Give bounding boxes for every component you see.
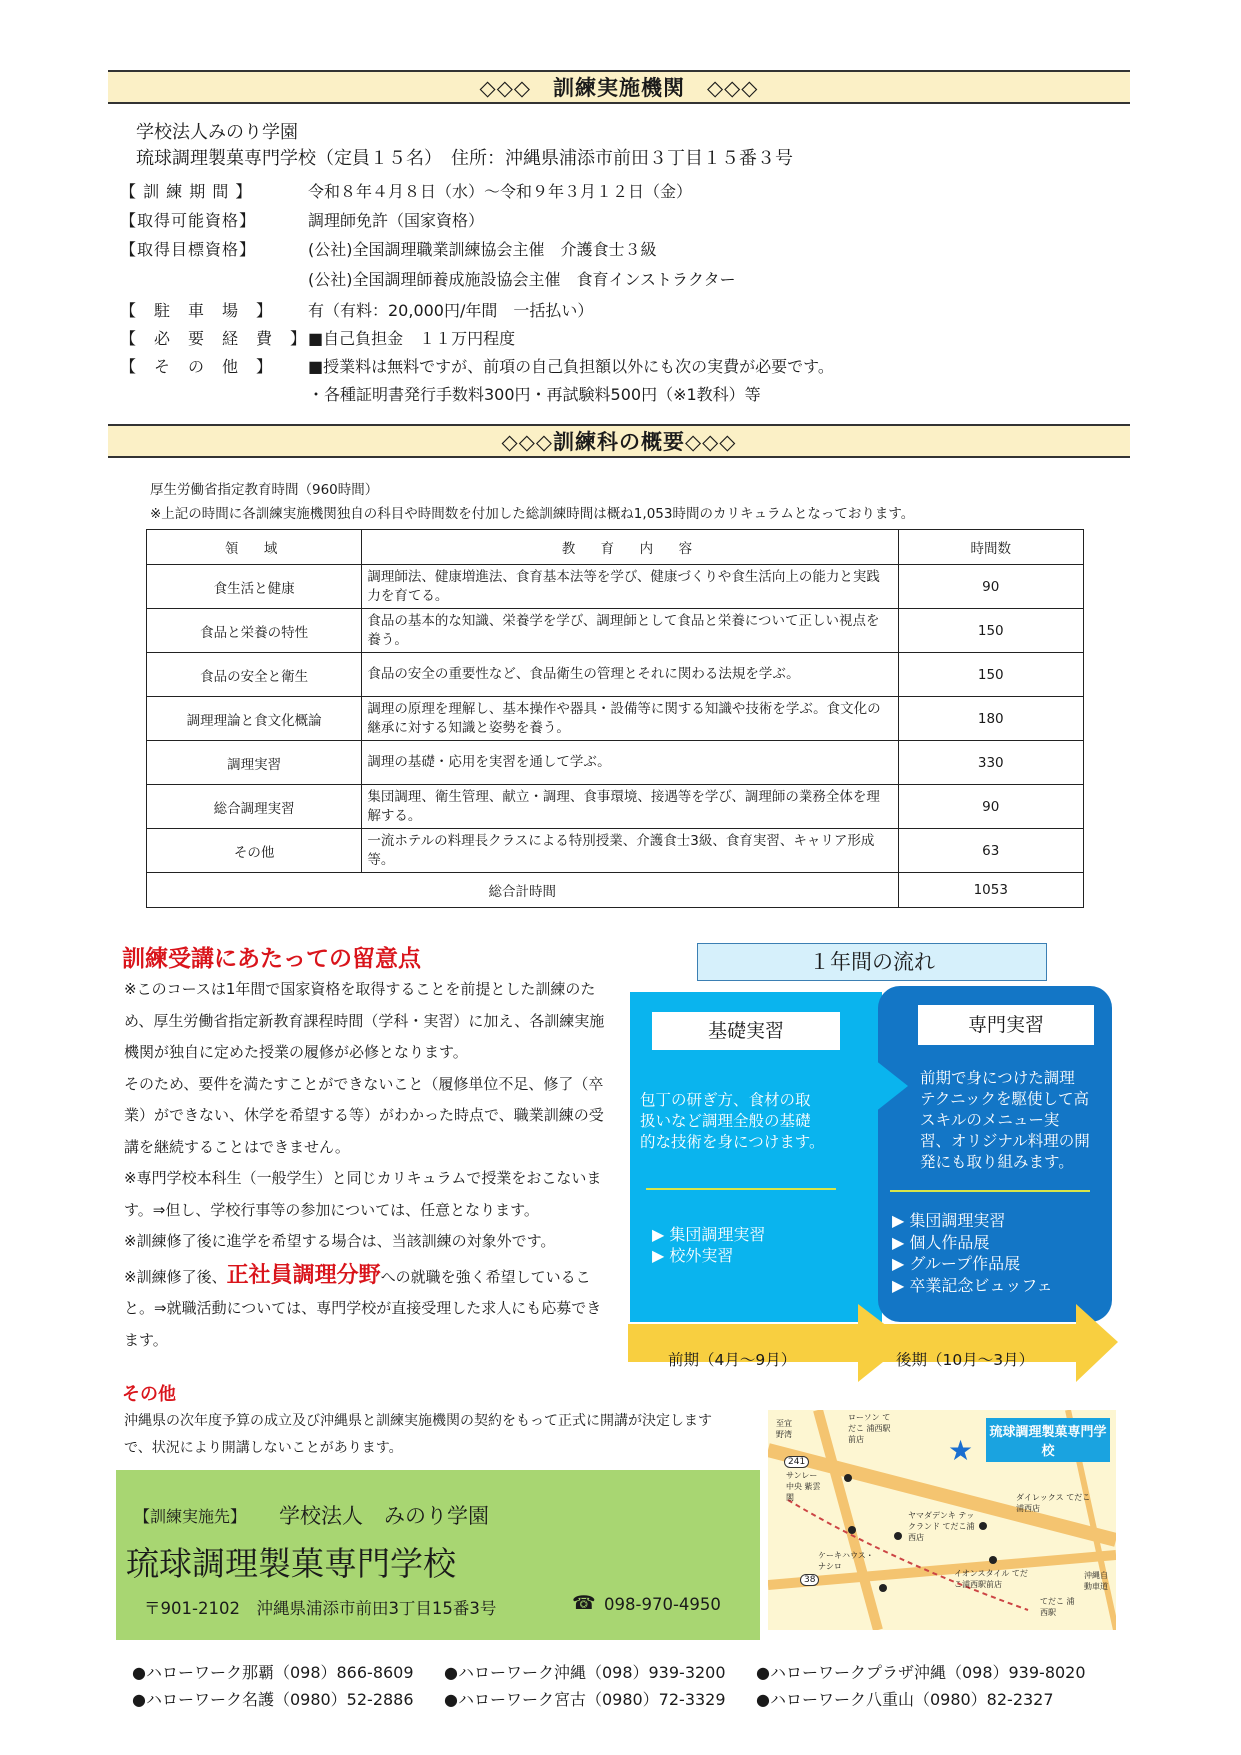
notice-emphasis: 正社員調理分野 [226,1262,381,1288]
notice-p5: ※訓練修了後、正社員調理分野への就職を強く希望していること。⇒就職活動については、専門学校が直接受理した求人にも応募できます。 [124,1262,602,1349]
table-row: 調理理論と食文化概論 調理の原理を理解し、基本操作や器具・設備等に関する知識や技術を学ぶ。食文化の継承に対する知識と姿勢を養う。 180 [147,697,1084,741]
section-title-overview: ◇◇◇訓練科の概要◇◇◇ [108,424,1130,458]
map-label: ケーキハウス・ナシロ [818,1551,874,1571]
info-row: 【 訓 練 期 間 】 令和８年４月８日（水）～令和９年３月１２日（金） [120,182,693,201]
list-item: ▶ 集団調理実習 [892,1211,1006,1230]
hellowork-yaeyama: ●ハローワーク八重山（0980）82-2327 [756,1690,1054,1709]
info-row: 【取得可能資格】 調理師免許（国家資格） [120,211,485,230]
notice-p1: ※このコースは1年間で国家資格を取得することを前提とした訓練のため、厚生労働省指定新教育課程時間（学科・実習）に加え、各訓練実施機関が独自に定めた授業の履修が必修となります。 [124,980,605,1061]
advanced-items [892,1210,1053,1296]
list-item: ▶ 卒業記念ビュッフェ [892,1275,1053,1295]
map-label: 241 [784,1456,809,1468]
map-label: ローソン てだこ 浦西駅前店 [848,1413,891,1444]
table-total-row [147,873,1084,908]
advanced-desc: 前期で身につけた調理テクニックを駆使して高スキルのメニュー実習、オリジナル料理の開発にも取り組みます。 [920,1069,1090,1171]
info-row: (公社)全国調理師養成施設協会主催 食育インストラクター [308,270,736,289]
map-label: イオンスタイル てだこ浦西駅前店 [954,1569,1028,1589]
map [768,1410,1116,1630]
map-label: 至宜野湾 [776,1419,792,1439]
notice-p2: そのため、要件を満たすことができないこと（履修単位不足、修了（卒業）ができない、休学を希望する等）がわかった時点で、職業訓練の受講を継続することはできません。 [124,1074,604,1156]
list-item: ▶ 集団調理実習 [652,1225,766,1244]
first-half-label: 前期（4月～9月） [668,1351,797,1369]
total-label: 総合計時間 [147,873,899,908]
notice-p4: ※訓練修了後に進学を希望する場合は、当該訓練の対象外です。 [124,1232,556,1250]
map-label: ヤマダデンキ テックランド てだこ浦西店 [908,1511,975,1542]
map-label: てだこ 浦西駅 [1040,1597,1075,1617]
second-half-label: 後期（10月～3月） [896,1351,1035,1369]
other-text: 沖縄県の次年度予算の成立及び沖縄県と訓練実施機関の契約をもって正式に開講が決定しますで、状況により開講しないことがあります。 [124,1413,712,1456]
info-row: 【 必 要 経 費 】 ■自己負担金 １１万円程度 [120,329,516,348]
other-heading: その他 [122,1384,176,1405]
phone-icon: ☎ [572,1592,596,1614]
table-row: 食品の安全と衛生 食品の安全の重要性など、食品衛生の管理とそれに関わる法規を学ぶ。 150 [147,653,1084,697]
note-hours: 厚生労働省指定教育時間（960時間） [150,482,379,498]
map-label: 38 [800,1574,819,1586]
section-title-institution: ◇◇◇ 訓練実施機関 ◇◇◇ [108,70,1130,104]
table-row: 総合調理実習 集団調理、衛生管理、献立・調理、食事環境、接遇等を学び、調理師の業務全体を理解する。 90 [147,785,1084,829]
hellowork-naha: ●ハローワーク那覇（098）866-8609 [132,1663,414,1682]
table-header-row [147,530,1084,565]
header-area: 領 域 [147,530,362,565]
list-item: ▶ グループ作品展 [892,1254,1021,1273]
info-row: 【 駐 車 場 】 有（有料：20,000円/年間 一括払い） [120,301,594,320]
svg-text:★: ★ [948,1434,974,1467]
list-item: ▶ 校外実習 [652,1246,734,1265]
basic-desc: 包丁の研ぎ方、食材の取扱いなど調理全般の基礎的な技術を身につけます。 [640,1091,825,1151]
table-row: 調理実習 調理の基礎・応用を実習を通して学ぶ。 330 [147,741,1084,785]
hellowork-okinawa: ●ハローワーク沖縄（098）939-3200 [444,1663,726,1682]
table-row: 食品と栄養の特性 食品の基本的な知識、栄養学を学び、調理師として食品と栄養について正しい視点を養う。 150 [147,609,1084,653]
hellowork-miyako: ●ハローワーク宮古（0980）72-3329 [444,1690,726,1709]
map-school-label: 琉球調理製菓専門学校 [986,1418,1110,1462]
map-label: サンレー 中央 紫雲閣 [786,1471,821,1502]
contact-school: 琉球調理製菓専門学校 [126,1544,456,1583]
basic-label: 基礎実習 [652,1012,840,1050]
institution-name: 学校法人みのり学園 [136,122,298,143]
contact-phone: 098-970-4950 [604,1595,721,1614]
contact-prefix: 【訓練実施先】 [134,1507,247,1526]
basic-items [652,1224,765,1266]
contact-org: 学校法人 みのり学園 [279,1504,489,1528]
institution-address: 琉球調理製菓専門学校（定員１５名） 住所：沖縄県浦添市前田３丁目１５番３号 [136,148,793,169]
total-value: 1053 [898,873,1083,908]
notice-heading: 訓練受講にあたっての留意点 [122,946,421,972]
curriculum-table [146,529,1084,908]
hellowork-plaza: ●ハローワークプラザ沖縄（098）939-8020 [756,1663,1086,1682]
notice-body [124,974,614,1356]
header-content: 教 育 内 容 [362,530,898,565]
flow-title: １年間の流れ [697,943,1047,981]
contact-address: 〒901-2102 沖縄県浦添市前田3丁目15番3号 [144,1599,497,1618]
notice-p3: ※専門学校本科生（一般学生）と同じカリキュラムで授業をおこないます。⇒但し、学校行事等の参加については、任意となります。 [124,1169,602,1219]
info-row: 【取得目標資格】 (公社)全国調理職業訓練協会主催 介護食士３級 [120,240,657,259]
map-label: 沖縄自動車道 [1084,1571,1108,1591]
map-label: ダイレックス てだこ浦西店 [1016,1493,1091,1513]
table-row: 食生活と健康 調理師法、健康増進法、食育基本法等を学び、健康づくりや食生活向上の能力と実践力を育てる。 90 [147,565,1084,609]
header-hours: 時間数 [898,530,1083,565]
advanced-label: 専門実習 [918,1005,1094,1045]
info-row: 【 そ の 他 】 ■授業料は無料ですが、前項の自己負担額以外にも次の実費が必要です。 [120,357,834,376]
info-row: ・各種証明書発行手数料300円・再試験料500円（※1教科）等 [308,385,761,404]
note-total-hours: ※上記の時間に各訓練実施機関独自の科目や時間数を付加した総訓練時間は概ね1,053時間のカリキュラムとなっております。 [150,506,915,522]
table-row: その他 一流ホテルの料理長クラスによる特別授業、介護食士3級、食育実習、キャリア形成等。 63 [147,829,1084,873]
hellowork-nago: ●ハローワーク名護（0980）52-2886 [132,1690,414,1709]
list-item: ▶ 個人作品展 [892,1232,990,1252]
contact-box [116,1470,760,1640]
